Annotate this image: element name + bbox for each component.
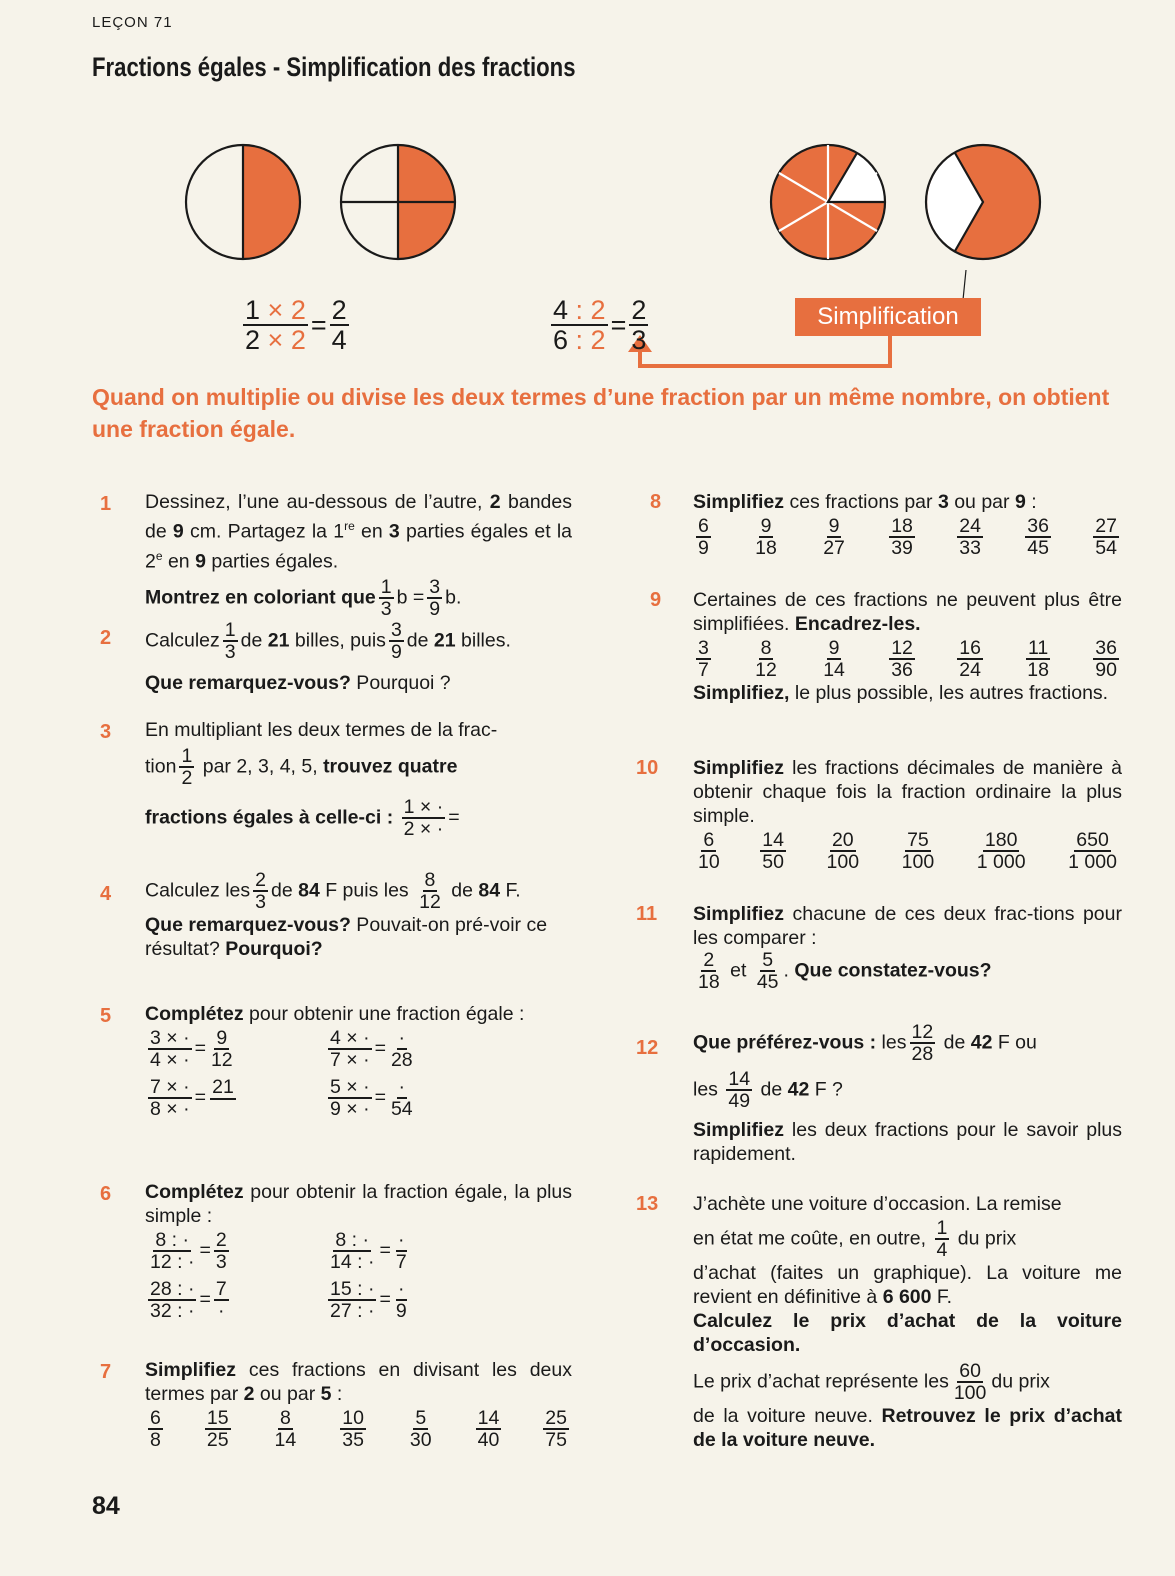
fill-in-grid: $\frac{8 : \cdot}{12 : \cdot}$ = $\frac{2}{3}$ $\frac{8 : \cdot}{14 : \cdot}$ = $\frac{\cdot}{7}$ $\frac{28 : \cdot}{32 : \cdot}$ = $\frac{7}{\cdot}$ $\frac{15 : \cdot}{27 : \cdot}$ = $\frac{\cdot}{9}$ xyxy=(150,1229,407,1323)
page-title: Fractions égales - Simplification des fractions xyxy=(92,52,576,82)
fraction: $\frac{8}{14}$ xyxy=(274,1407,297,1452)
exercise-9: 9 Certaines de ces fractions ne peuvent plus être simplifiées. Encadrez-les. $\frac{3}{7}$ $\frac{8}{12}$ $\frac{9}{14}$ $\frac{12}{36}$ $\frac{16}{24}$ $\frac{11}{18}$ $\frac{36}{90}$ Simplifiez, le plus possible, les autres fractions. xyxy=(650,589,1122,704)
simplification-label: Simplification xyxy=(795,298,981,336)
exercise-10: 10 Simplifiez les fractions décimales de manière à obtenir chaque fois la fraction ordinaire la plus simple. $\frac{6}{10}$ $\frac{14}{50}$ $\frac{20}{100}$ $\frac{75}{100}$ $\frac{180}{1 000}$ $\frac{650}{1 000}$ xyxy=(636,757,1122,874)
circle-sixths xyxy=(771,145,885,259)
lesson-label: LEÇON 71 xyxy=(92,14,173,31)
fraction: $\frac{5}{30}$ xyxy=(409,1407,432,1452)
equation-multiply: $\frac{1 \times 2}{2 \times 2}$ = $\frac{2}{4}$ xyxy=(245,295,347,356)
exercise-13: 13 J’achète une voiture d’occasion. La remise en état me coûte, en outre, $\frac{1}{4}$ du prix d’achat (faites un graphique). La voiture me revient en définitive à 6 600 F. Calculez le prix d’achat de la voiture d’occasion. Le prix d’achat représente les $\frac{60}{100}$ du prix de la voiture neuve. Retrouvez le prix d’achat de la voiture neuve. xyxy=(636,1193,1122,1451)
fraction-row: $\frac{6}{9}$ $\frac{9}{18}$ $\frac{9}{27}$ $\frac{18}{39}$ $\frac{24}{33}$ $\frac{36}{45}$ $\frac{27}{54}$ xyxy=(698,515,1117,560)
exercise-1: 1 Dessinez, l’une au-dessous de l’autre, 2 bandes de 9 cm. Partagez la 1re en 3 parties égales et la 2e en 9 parties égales. Montrez en coloriant que $\frac{1}{3}$ b = $\frac{3}{9}$ b. xyxy=(100,491,573,621)
exercise-8: 8 Simplifiez ces fractions par 3 ou par 9 : $\frac{6}{9}$ $\frac{9}{18}$ $\frac{9}{27}$ $\frac{18}{39}$ $\frac{24}{33}$ $\frac{36}{45}$ $\frac{27}{54}$ xyxy=(640,490,1122,559)
fraction: $\frac{6}{8}$ xyxy=(150,1407,161,1452)
exercise-2: 2 Calculez $\frac{1}{3}$ de 21 billes, puis $\frac{3}{9}$ de 21 billes. Que remarquez-vous? Pourquoi ? xyxy=(100,619,511,694)
exercise-7: 7 Simplifiez ces fractions en divisant les deux termes par 2 ou par 5 : $\frac{6}{8}$ $\frac{15}{25}$ $\frac{8}{14}$ $\frac{10}{35}$ $\frac{5}{30}$ $\frac{14}{40}$ $\frac{25}{75}$ xyxy=(100,1359,572,1452)
equation-divide: $\frac{4 : 2}{6 : 2}$ = $\frac{2}{3}$ xyxy=(553,295,647,356)
exercise-12: 12 Que préférez-vous : les $\frac{12}{28}$ de 42 F ou les $\frac{14}{49}$ de 42 F ? Simplifiez les deux fractions pour le savoir plus rapidement. xyxy=(636,1021,1122,1165)
circle-quarters xyxy=(341,145,455,259)
rule-statement: Quand on multiplie ou divise les deux termes d’une fraction par un même nombre, on obtient une fraction égale. xyxy=(92,384,1110,442)
fraction-row: $\frac{6}{10}$ $\frac{14}{50}$ $\frac{20}{100}$ $\frac{75}{100}$ $\frac{180}{1 000}$ $\frac{650}{1 000}$ xyxy=(698,829,1117,874)
fraction-row: $\frac{3}{7}$ $\frac{8}{12}$ $\frac{9}{14}$ $\frac{12}{36}$ $\frac{16}{24}$ $\frac{11}{18}$ $\frac{36}{90}$ xyxy=(698,637,1117,682)
fraction: $\frac{10}{35}$ xyxy=(342,1407,364,1452)
fill-in-grid: $\frac{3 \times \cdot}{4 \times \cdot}$ = $\frac{9}{12}$ $\frac{4 \times \cdot}{7 \times \cdot}$ = $\frac{\cdot}{28}$ $\frac{7 \times \cdot}{8 \times \cdot}$ = 21 $\frac{5 \times \cdot}{9 \times \cdot}$ = $\frac{\cdot}{54}$ xyxy=(150,1027,413,1121)
circle-half xyxy=(186,145,300,259)
exercise-4: 4 Calculez les $\frac{2}{3}$ de 84 F puis les $\frac{8}{12}$ de 84 F. Que remarquez-vous? Pouvait-on pré-voir ce résultat? Pourquoi? xyxy=(100,869,548,960)
exercise-6: 6 Complétez pour obtenir la fraction égale, la plus simple : $\frac{8 : \cdot}{12 : \cdot}$ = $\frac{2}{3}$ $\frac{8 : \cdot}{14 : \cdot}$ = $\frac{\cdot}{7}$ $\frac{28 : \cdot}{32 : \cdot}$ = $\frac{7}{\cdot}$ $\frac{15 : \cdot}{27 : \cdot}$ = $\frac{\cdot}{9}$ xyxy=(100,1181,572,1323)
fraction: $\frac{15}{25}$ xyxy=(206,1407,229,1452)
exercise-3: 3 En multipliant les deux termes de la frac- tion $\frac{1}{2}$ par 2, 3, 4, 5, trouvez quatre fractions égales à celle-ci : $\frac{1 \times \cdot}{2 \times \cdot}$ = xyxy=(100,719,498,841)
circle-thirds xyxy=(926,145,1040,259)
fraction: $\frac{14}{40}$ xyxy=(477,1407,500,1452)
page-number: 84 xyxy=(92,1492,120,1520)
exercise-5: 5 Complétez pour obtenir une fraction égale : $\frac{3 \times \cdot}{4 \times \cdot}$ = $\frac{9}{12}$ $\frac{4 \times \cdot}{7 \times \cdot}$ = $\frac{\cdot}{28}$ $\frac{7 \times \cdot}{8 \times \cdot}$ = 21 $\frac{5 \times \cdot}{9 \times \cdot}$ = $\frac{\cdot}{54}$ xyxy=(92,1002,572,1120)
fraction: $\frac{25}{75}$ xyxy=(545,1407,567,1452)
exercise-11: 11 Simplifiez chacune de ces deux frac-tions pour les comparer : $\frac{2}{18}$ et $\frac{5}{45}$ . Que constatez-vous? xyxy=(636,903,1122,994)
fraction-row xyxy=(145,1408,572,1451)
